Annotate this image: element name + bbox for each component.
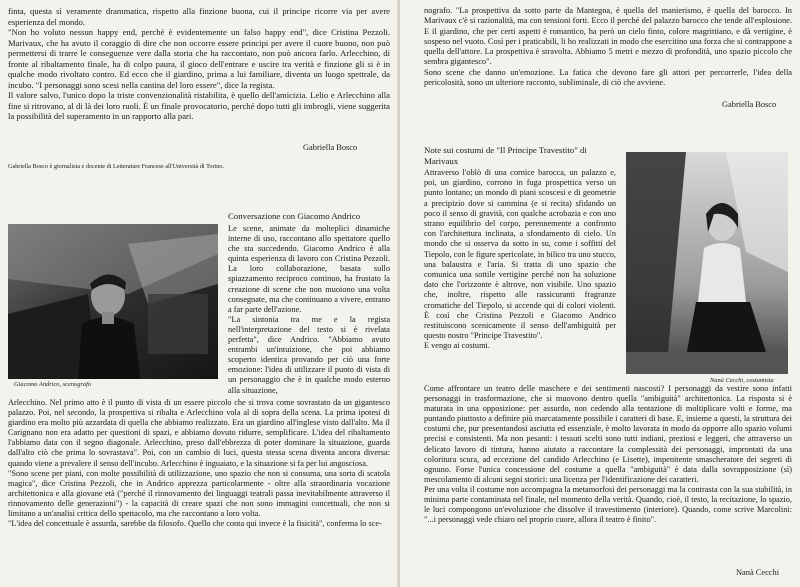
photo-nana-cecchi: [626, 152, 788, 374]
photo-caption-cecchi: Nanà Cecchi, costumista: [710, 377, 774, 384]
photo-giacomo-andrico-image: [8, 224, 218, 379]
author-note: Gabriella Bosco è giornalista e docente di Letterature Francese all'Università di Torino.: [8, 163, 225, 170]
right-signature-2: Nanà Cecchi: [736, 568, 780, 577]
photo-nana-cecchi-image: [626, 152, 788, 374]
interview-title: Conversazione con Giacomo Andrico: [228, 211, 361, 221]
photo-giacomo-andrico: [8, 224, 218, 379]
right-top-text: nografo. "La prospettiva da sotto parte da Mantegna, è quella del manierismo, è quella del barocco. In Marivaux c'è si razionalità, ma con tensioni forti. Ecco il perché del palazzo barocco che tende all'esplosione. E il giardino, che per certi aspetti è romantico, ha però un cielo finto, colore magrittiano, e dà vertigine, è sospeso nel vuoto. Così per i praticabili, li ho realizzati in modo che esercitino una forza che si contrappone a quella dell'attore. La prospettiva è stravolta. Abbiamo 5 metri e mezzo di profondità, uno spazio piccolo che sembra gigantesco". Sono scene che danno un'emozione. La fatica che devono fare gli attori per percorrerle, l'idea della pericolosità, sono un ulteriore racconto, subliminale, di ciò che avviene.: [424, 6, 792, 88]
costume-notes-title: Note sui costumi de "Il Principe Travestito" di Marivaux: [424, 145, 587, 166]
left-page: [0, 0, 399, 587]
costume-notes-column: Attraverso l'oblò di una cornice barocca, un palazzo e, poi, un giardino, corrono in fuga prospettica verso un punto lontano; un mondo di piani scoscesi e di geometrie a precipizio dove si cammina (e si recita) sfidando un poco il senso di gravità, con qualche acrobazia e con uno strano equilibrio del corpo, perennemente a confronto con l'architettura inclinata, a sfondamento di cielo. Un mondo che si osserva da sotto in su, come i soffitti del Tiepolo, con le figure spericolate, in bilico tra uno stucco, una balaustra e l'aria. Si tratta di uno spazio che comunica una sottile vertigine perché non ha soluzione dato che l'orizzonte è altrove, non visibile. Uno spazio che, inoltre, rispetto alle rassicuranti fragranze cromatiche del Tiepolo, si accende qui di colori violenti. È così che Cristina Pezzoli e Giacomo Andrico restituiscono scenicamente il senso dell'ambiguità per questo nostro "Principe Travestito". E vengo ai costumi.: [424, 168, 616, 351]
left-top-text: finta, questa sì veramente drammatica, rispetto alla finzione buona, cui il principe ricorre via per avere esperienza del mondo. "Non ho voluto nessun happy end, perché è evidentemente un falso happy end", dice Cristina Pezzoli. Marivaux, che ha avuto il coraggio di dire che non occorre essere principi per avere il cuore buono, non può permettersi di trarre le conseguenze vere dalla storia che ha raccontato, non può ancora farlo. Arlecchino, di fronte al ribaltamento finale, ha di colpo paura, il gioco dell'entrare e uscire tra verità e finzione gli si è in qualche modo rivoltato contro. Ed ecco che il giardino, prima a lui familiare, diventa un luogo spettrale, da incubo. "I personaggi sono scesi nella cantina del loro essere", dice la regista. Il valore salvo, l'unico dopo la triste convenzionalità ristabilita, è quello dell'amicizia. Lelio e Arlecchino alla fine si ritrovano, al di là dei loro ruoli. È un finale provocatorio, perché dopo tutti gli imbrogli, viene suggerita la possibilità del superamento in un rapporto alla pari.: [8, 6, 390, 121]
left-signature: Gabriella Bosco: [303, 143, 358, 152]
interview-column: Le scene, animate da molteplici dinamiche interne di uso, raccontano allo spettatore quello che sta succedendo. Giacomo Andrico è alla quinta esperienza di lavoro con Cristina Pezzoli. La loro collaborazione, basata sullo spiazzamento reciproco continuo, ha frustato la creazione di scene che non muoiono una volta consegnate, ma che continuano a vivere, entrano a far parte dell'azione. "La sintonia tra me e la regista nell'interpretazione del testo si è rivelata perfetta", dice Andrico. "Abbiamo avuto entrambi un'intuizione, che poi abbiamo scoperto identica provando per ciò una forte emozione: l'idea di utilizzare il punto di vista di un personaggio che è in qualche modo esterno alla situazione,: [228, 224, 390, 395]
right-bottom-text: Come affrontare un teatro delle maschere e dei sentimenti nascosti? I personaggi da vestire sono infatti personaggi in trasformazione, che si muovono dentro quella "ambiguità" architettonica. La risposta si è maturata in una opposizione: per assurdo, non cedendo alla tentazione di moltiplicare volti e forme, ma puntando piuttosto a definire più marcatamente possibile i caratteri di base. E, insieme a questi, la struttura dei costumi che, pur presentandosi asciutta ed essenziale, è molto lavorata in modo da opporre allo spazio volumi precisi e consistenti. Ma non pesanti: i tessuti scelti sono tutti indiani, preziosi e leggeri, che attraverso un delicato lavoro di tintura, hanno aiutato a raccontare la complessità dei personaggi, improntati da una coloritura scura, ad eccezione del candido Arlecchino (e Lisette), impenitente smascheratore dei segreti di ognuno. Forse l'unica concessione del costume a quella "ambiguità" è data dalla sovrapposizione (sì) mescolamento di alcuni segni storici: una licenza per l'identificazione dei caratteri. Per una volta il costume non accompagna la metamorfosi dei personaggi ma la contrasta con la sua stabilità, in minima parte contaminata nel finale, nel momento della verità. Quando, cioè, il testo, la recitazione, lo spazio, le luci compongono un'evoluzione che dissolve il travestimento (interiore). Quando, come scrive Marcolini: "...i personaggi vede chiaro nel proprio cuore, allora il teatro è finito".: [424, 384, 792, 525]
photo-caption-andrico: Giacomo Andrico, scenografo: [14, 381, 92, 388]
right-signature: Gabriella Bosco: [722, 100, 777, 109]
left-bottom-text: Arlecchino. Nel primo atto è il punto di vista di un essere piccolo che si trova come sovrastato da un gigantesco palazzo. Poi, nel secondo, la prospettiva si ribalta e Arlecchino vola al di sopra della scena. La prima ipotesi di giardino era molto più azzardata di quella che abbiamo realizzato. Era un giardino all'inglese visto dall'alto. Ma il Carignano non era adatto per questioni di spazi, e abbiamo dovuto ridurre, semplificare. L'idea del ribaltamento l'abbiamo data con il segno diagonale. Arlecchino, preso dall'ebbrezza di poter dominare la situazione, guarda dall'alto ciò che prima lo sovrastava". Poi, con un cambio di luci, questa stessa scena diventa ancora diversa: quando viene a prevalere il senso dell'incubo. Arlecchino è inguaiato, e la situazione si fa per lui angosciosa. "Sono scene per piani, con molte possibilità di utilizzazione, uno spazio che non si consuma, una sorta di scatola magica", dice Cristina Pezzoli, che in Andrico apprezza particolarmente - oltre alla straordinaria vocazione architettonica e alla giovane età ("perché il rinnovamento dei linguaggi teatrali passa inevitabilmente attraverso il rinnovamento delle generazioni") - la capacità di creare spazi che non sono immagini concettuali, che non si limitano a un'analisi critica dello spettacolo, ma che raccontano a loro volta. "L'idea del concettuale è assurda, sarebbe da filosofo. Quello che conta qui invece è la fisicità", conferma lo sce-: [8, 398, 390, 529]
right-page: [400, 0, 800, 587]
